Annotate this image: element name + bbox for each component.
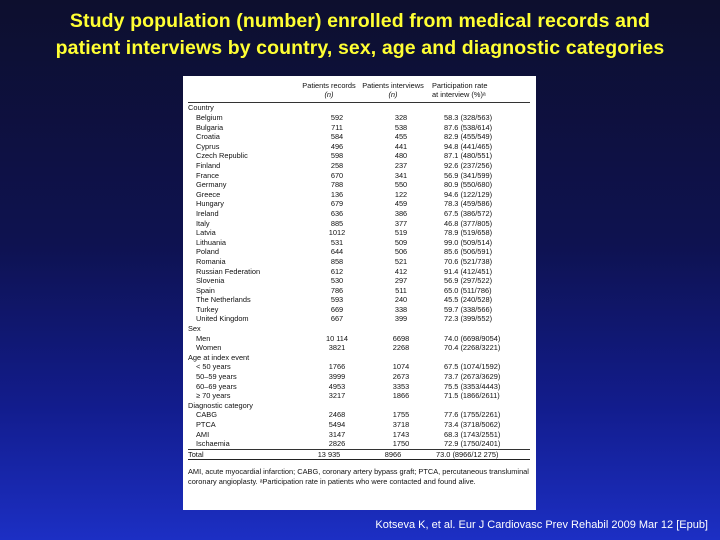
cell-records: 3147 [328,429,346,439]
cell-records: 258 [330,160,344,170]
table-row [188,276,530,286]
cell-interviews: 377 [394,218,408,228]
cell-rate: 46.8 (377/805) [444,218,493,228]
cell-rate: 67.5 (1074/1592) [444,362,501,372]
cell-interviews: 550 [394,180,408,190]
cell-records: 670 [330,170,344,180]
cell-records: 2826 [328,439,346,449]
row-label: Romania [196,256,226,266]
row-label: Finland [196,160,221,170]
table-row [188,257,530,267]
cell-records: 592 [330,113,344,122]
header-records-label: Patients records [302,81,356,90]
row-label: Total [188,449,204,459]
header-records [296,81,362,99]
cell-records: 598 [330,151,344,161]
cell-interviews: 122 [394,189,408,199]
table-row [188,420,530,430]
table-row [188,305,530,315]
cell-records: 531 [330,237,344,247]
row-label: Hungary [196,199,224,209]
header-rate [424,81,530,99]
cell-interviews: 1750 [392,439,410,449]
table-row [188,171,530,181]
table-row [188,199,530,209]
table-row [188,219,530,229]
cell-rate: 65.0 (511/786) [444,285,492,295]
cell-interviews: 3718 [392,420,410,429]
table-row [188,161,530,171]
cell-interviews: 459 [394,199,408,209]
cell-rate: 72.9 (1750/2401) [444,439,501,449]
row-label: ≥ 70 years [196,391,231,401]
row-label: France [196,170,220,180]
cell-records: 2468 [328,410,346,420]
cell-records: 5494 [328,420,346,429]
cell-rate: 94.8 (441/465) [444,141,493,151]
row-label: Sex [188,324,201,334]
cell-rate: 68.3 (1743/2551) [444,429,501,439]
table-row [188,286,530,296]
cell-rate: 70.6 (521/738) [444,256,493,266]
table-row [188,391,530,401]
table-row [188,209,530,219]
table-row [188,382,530,392]
table-row [188,362,530,372]
cell-interviews: 237 [394,160,408,170]
table-row [188,372,530,382]
cell-records: 669 [330,304,344,314]
header-interviews-sub: (n) [388,90,398,100]
cell-interviews: 2673 [392,372,410,382]
cell-rate: 87.6 (538/614) [444,122,493,132]
row-label: Men [196,333,211,343]
row-label: 50–59 years [196,372,237,382]
cell-interviews: 3353 [392,381,410,391]
row-label: Latvia [196,228,216,238]
study-population-table [183,76,536,510]
row-label: Italy [196,218,210,228]
cell-rate: 73.4 (3718/5062) [444,420,501,429]
cell-rate: 73.0 (8966/12 275) [436,449,499,459]
cell-rate: 59.7 (338/566) [444,304,493,314]
header-rate-label: Participation rate [432,81,488,90]
row-label: Age at index event [188,352,250,362]
cell-rate: 73.7 (2673/3629) [444,372,501,382]
cell-interviews: 1743 [392,429,410,439]
cell-interviews: 506 [394,247,408,257]
table-row [188,113,530,123]
slide-title [0,8,720,62]
cell-records: 10 114 [325,333,349,343]
title-line-2: patient interviews by country, sex, age and diagnostic categories [55,37,665,59]
row-label: Cyprus [196,141,220,151]
table-group-row [188,353,530,363]
table-row [188,142,530,152]
row-label: The Netherlands [196,295,251,305]
cell-interviews: 399 [394,314,408,324]
row-label: PTCA [196,420,216,429]
header-interviews [362,81,424,99]
cell-interviews: 519 [394,228,408,238]
table-body [188,103,530,459]
table-row [188,247,530,257]
table-row [188,430,530,440]
cell-interviews: 538 [394,122,408,132]
cell-rate: 99.0 (509/514) [444,237,493,247]
table-row [188,267,530,277]
cell-rate: 71.5 (1866/2611) [444,391,500,401]
table-row [188,180,530,190]
cell-interviews: 8966 [384,449,402,459]
cell-rate: 92.6 (237/256) [444,160,493,170]
cell-records: 4953 [328,381,346,391]
row-label: Slovenia [196,276,225,286]
citation: Kotseva K, et al. Eur J Cardiovasc Prev Rehabil 2009 Mar 12 [Epub] [375,519,708,531]
table-row [188,228,530,238]
cell-records: 3821 [328,343,346,353]
row-label: Ireland [196,208,219,218]
table-group-row [188,401,530,411]
cell-records: 788 [330,180,344,190]
table-row [188,295,530,305]
cell-rate: 78.9 (519/658) [444,228,493,238]
row-label: AMI [196,429,210,439]
header-records-sub: (n) [324,90,334,100]
row-label: 60–69 years [196,381,237,391]
cell-records: 667 [330,314,344,324]
table-total-row [188,450,530,460]
row-label: Germany [196,180,227,190]
header-interviews-label: Patients interviews [362,81,424,90]
cell-interviews: 521 [394,256,408,266]
table-row [188,132,530,142]
table-group-row [188,103,530,113]
row-label: < 50 years [196,362,231,372]
table-row [188,343,530,353]
row-label: Women [196,343,222,353]
row-label: United Kingdom [196,314,249,324]
cell-rate: 85.6 (506/591) [444,247,493,257]
cell-interviews: 455 [394,132,408,142]
cell-rate: 74.0 (6698/9054) [444,333,501,343]
cell-interviews: 441 [394,141,408,151]
row-label: Lithuania [196,237,226,247]
cell-interviews: 2268 [392,343,410,353]
cell-records: 858 [330,256,344,266]
row-label: Czech Republic [196,151,248,161]
cell-interviews: 480 [394,151,408,161]
cell-interviews: 6698 [392,333,410,343]
cell-records: 593 [330,295,344,305]
cell-interviews: 509 [394,237,408,247]
table-row [188,190,530,200]
row-label: Turkey [196,304,219,314]
table-row [188,439,530,449]
row-label: Belgium [196,113,223,122]
cell-interviews: 341 [394,170,408,180]
table-header [188,79,530,102]
cell-rate: 87.1 (480/551) [444,151,493,161]
cell-interviews: 386 [394,208,408,218]
cell-rate: 80.9 (550/680) [444,180,493,190]
cell-rate: 56.9 (341/599) [444,170,493,180]
row-label: Poland [196,247,220,257]
cell-rate: 70.4 (2268/3221) [444,343,501,353]
cell-rate: 78.3 (459/586) [444,199,493,209]
table-group-row [188,324,530,334]
cell-rate: 56.9 (297/522) [444,276,493,286]
cell-records: 786 [330,285,344,295]
cell-rate: 58.3 (328/563) [444,113,493,122]
cell-rate: 94.6 (122/129) [444,189,493,199]
cell-records: 530 [330,276,344,286]
row-label: Spain [196,285,215,295]
cell-records: 1766 [328,362,346,372]
cell-rate: 82.9 (455/549) [444,132,493,142]
cell-records: 679 [330,199,344,209]
cell-rate: 67.5 (386/572) [444,208,493,218]
title-line-1: Study population (number) enrolled from medical records and [69,10,651,32]
header-blank [188,81,296,99]
table-row [188,334,530,344]
cell-records: 3217 [328,391,346,401]
cell-rate: 91.4 (412/451) [444,266,493,276]
cell-records: 13 935 [317,449,341,459]
cell-interviews: 1074 [392,362,410,372]
cell-interviews: 1755 [392,410,410,420]
table-row [188,238,530,248]
row-label: Country [188,103,214,113]
cell-records: 136 [330,189,344,199]
row-label: Ischaemia [196,439,230,449]
cell-interviews: 297 [394,276,408,286]
cell-records: 885 [330,218,344,228]
cell-records: 711 [331,122,343,132]
row-label: CABG [196,410,217,420]
cell-interviews: 1866 [392,391,410,401]
row-label: Diagnostic category [188,400,253,410]
cell-rate: 77.6 (1755/2261) [444,410,501,420]
cell-interviews: 511 [395,285,407,295]
cell-rate: 45.5 (240/528) [444,295,493,305]
table-row [188,314,530,324]
table-row [188,410,530,420]
cell-records: 1012 [328,228,346,238]
cell-rate: 72.3 (399/552) [444,314,493,324]
row-label: Greece [196,189,221,199]
row-label: Croatia [196,132,220,142]
footer-rule [188,459,530,460]
row-label: Bulgaria [196,122,224,132]
cell-records: 636 [330,208,344,218]
cell-interviews: 328 [394,113,408,122]
row-label: Russian Federation [196,266,261,276]
cell-records: 3999 [328,372,346,382]
cell-records: 496 [330,141,344,151]
header-rate-sub: at interview (%)ᵃ [432,90,486,100]
table-footnote: AMI, acute myocardial infarction; CABG, coronary artery bypass graft; PTCA, percutaneous transluminal coronary angioplasty. ᵃParticipation rate in patients who were contacted and found alive. [188,467,529,487]
table-row [188,123,530,133]
cell-records: 644 [330,247,344,257]
table-row [188,151,530,161]
cell-interviews: 338 [394,304,408,314]
cell-interviews: 240 [394,295,408,305]
cell-interviews: 412 [394,266,408,276]
cell-rate: 75.5 (3353/4443) [444,381,501,391]
cell-records: 584 [330,132,344,142]
cell-records: 612 [330,266,344,276]
